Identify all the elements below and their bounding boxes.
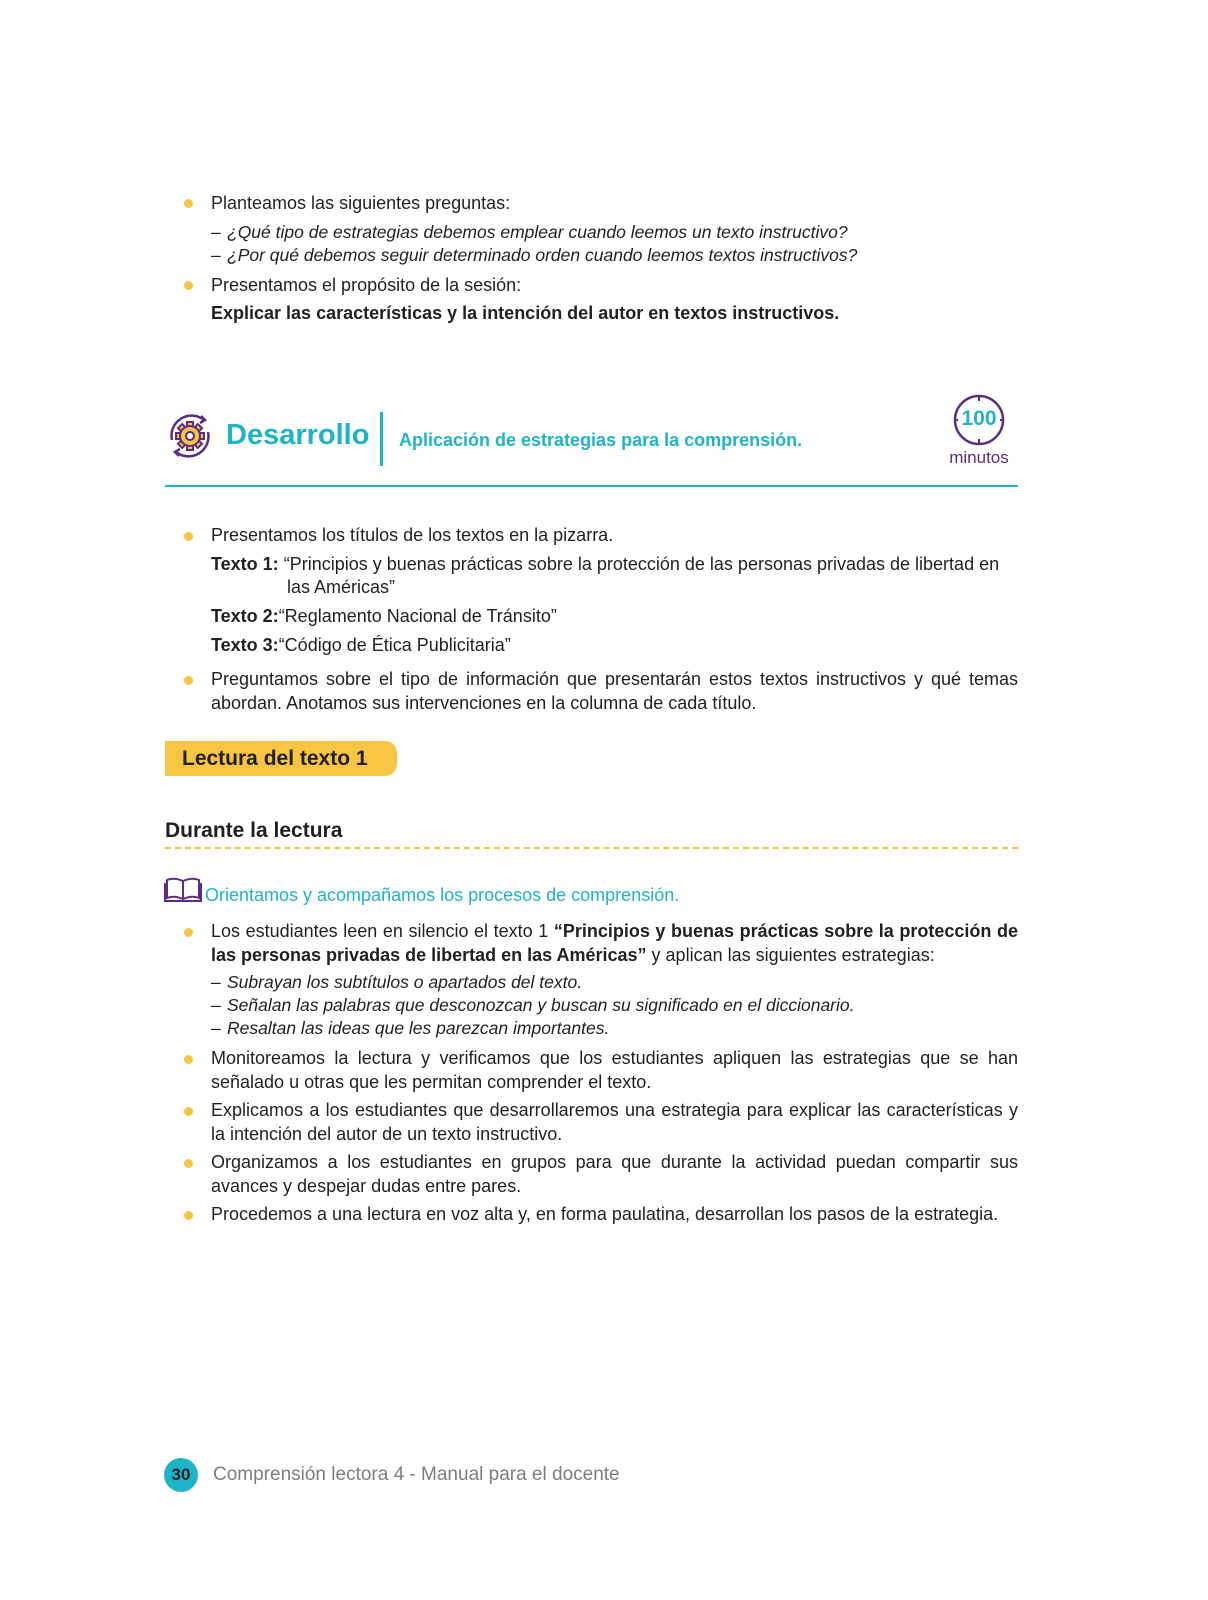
text-3-item [211, 633, 511, 657]
text-1-title: “Principios y buenas prácticas sobre la protección de las personas privadas de libertad en [283, 554, 1000, 574]
strategy-1: – Subrayan los subtítulos o apartados del texto. [211, 972, 583, 992]
dev-bullet-1: Presentamos los títulos de los textos en la pizarra. [211, 525, 614, 545]
text-3-title: “Código de Ética Publicitaria” [278, 635, 511, 655]
intro-question-1: – ¿Qué tipo de estrategias debemos emplear cuando leemos un texto instructivo? [211, 222, 848, 242]
strategy-3: – Resaltan las ideas que les parezcan importantes. [211, 1018, 610, 1038]
intro-bullet-2: Presentamos el propósito de la sesión: [211, 275, 522, 295]
bullet-dot [184, 1107, 193, 1116]
intro-bullet-1: Planteamos las siguientes preguntas: [211, 193, 511, 213]
timer-unit: minutos [949, 448, 1009, 467]
bullet-dot [184, 281, 193, 290]
strategy-2: – Señalan las palabras que desconozcan y buscan su significado en el diccionario. [211, 995, 855, 1015]
dev-bullet-2: Preguntamos sobre el tipo de información que presentarán estos textos instructivos y qué temas abordan. Anotamos sus intervenciones en la columna de cada título. [211, 669, 1018, 713]
text-2-title: “Reglamento Nacional de Tránsito” [278, 606, 557, 626]
reading-bullet-3: Explicamos a los estudiantes que desarrollaremos una estrategia para explicar las características y la intención del autor de un texto instructivo. [211, 1100, 1018, 1144]
text-3-label: Texto 3: [211, 635, 279, 655]
bullet-dot [184, 676, 193, 685]
intro-question-2: – ¿Por qué debemos seguir determinado orden cuando leemos textos instructivos? [211, 245, 858, 265]
text-2-item [211, 604, 557, 628]
text-1-item [211, 552, 999, 576]
reading-bullet-4: Organizamos a los estudiantes en grupos para que durante la actividad puedan compartir sus avances y despejar dudas entre pares. [211, 1152, 1018, 1196]
footer-book-title: Comprensión lectora 4 - Manual para el docente [213, 1464, 620, 1485]
section-divider [380, 412, 383, 466]
reading-tag [165, 741, 397, 776]
reading-bullet-1: Los estudiantes leen en silencio el texto 1 “Principios y buenas prácticas sobre la protección de las personas privadas de libertad en las Américas” y aplican las siguientes estrategias: [211, 921, 1018, 965]
bullet-dot [184, 532, 193, 541]
section-underline [165, 485, 1018, 487]
heading-dashed-rule [165, 847, 1018, 849]
bullet-dot [184, 928, 193, 937]
page-number-badge [164, 1458, 198, 1492]
subsection-heading: Durante la lectura [165, 819, 343, 842]
bullet-dot [184, 1055, 193, 1064]
session-purpose: Explicar las características y la intención del autor en textos instructivos. [211, 303, 840, 323]
text-1-title-cont: las Américas” [287, 577, 396, 597]
bullet-dot [184, 199, 193, 208]
reading-bullet-5: Procedemos a una lectura en voz alta y, en forma paulatina, desarrollan los pasos de la estrategia. [211, 1204, 999, 1224]
gear-cycle-icon [164, 410, 216, 462]
bullet-dot [184, 1159, 193, 1168]
reading-bullet-2: Monitoreamos la lectura y verificamos que los estudiantes apliquen las estrategias que se han señalado u otras que les permitan comprender el texto. [211, 1048, 1018, 1092]
section-subtitle: Aplicación de estrategias para la comprensión. [399, 430, 803, 450]
text-2-label: Texto 2: [211, 606, 279, 626]
page-number: 30 [171, 1465, 191, 1484]
section-title: Desarrollo [226, 419, 370, 451]
timer-value: 100 [961, 407, 997, 430]
reading-tag-label: Lectura del texto 1 [182, 747, 368, 770]
bullet-dot [184, 1211, 193, 1220]
open-book-icon [164, 876, 202, 902]
guide-text: Orientamos y acompañamos los procesos de comprensión. [205, 885, 680, 905]
text-1-label: Texto 1: [211, 554, 279, 574]
